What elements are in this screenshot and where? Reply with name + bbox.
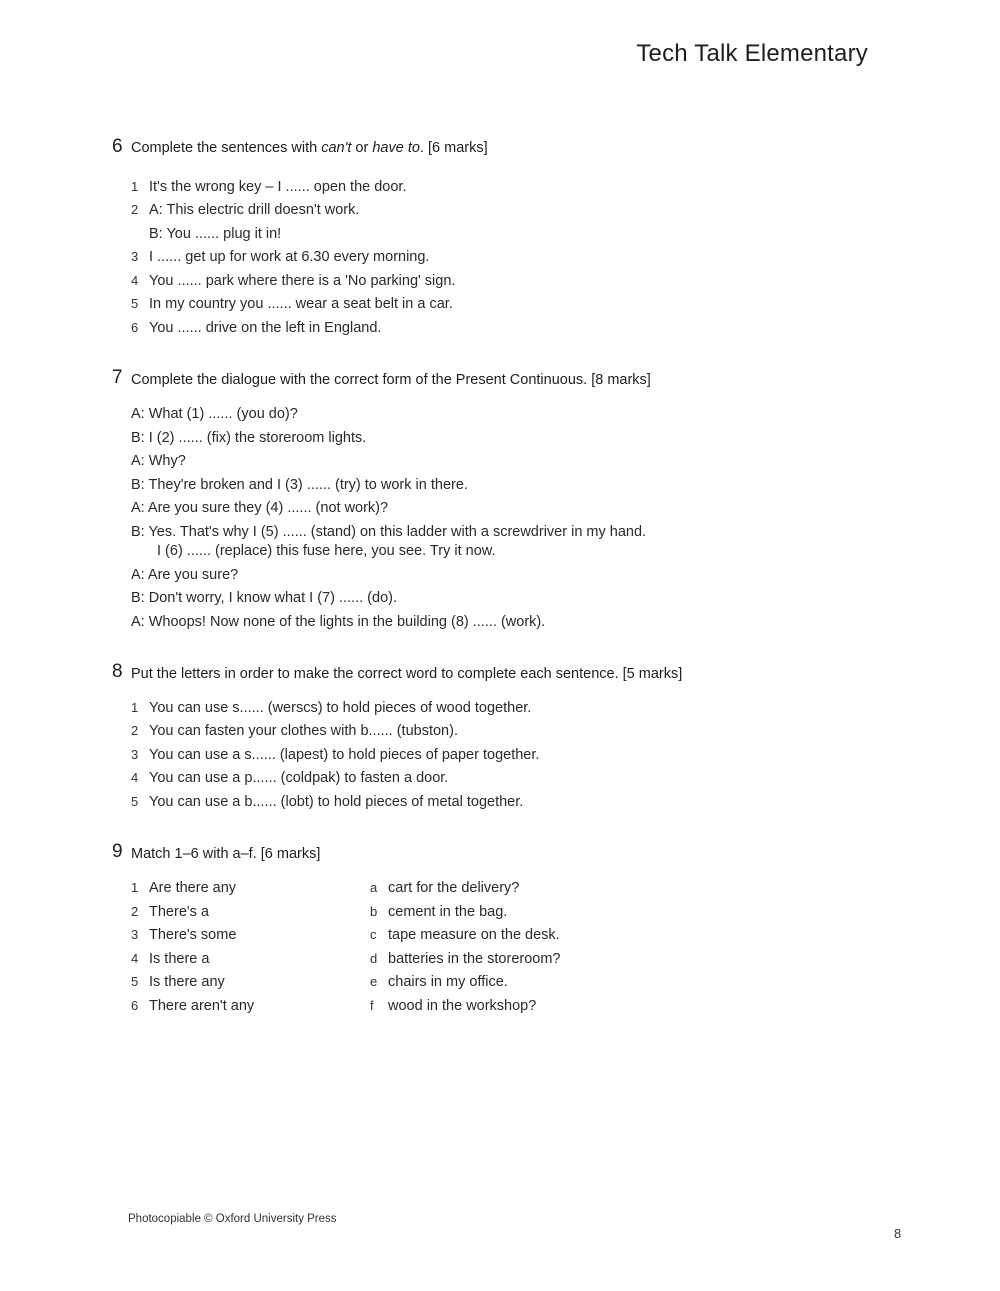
list-item: 1 You can use s...... (werscs) to hold pieces of wood together. <box>131 700 532 716</box>
dialogue-line: A: What (1) ...... (you do)? <box>131 406 298 422</box>
question-7-number: 7 <box>112 367 123 388</box>
dialogue-line: I (6) ...... (replace) this fuse here, you see. Try it now. <box>157 543 496 559</box>
book-title: Tech Talk Elementary <box>636 40 868 67</box>
match-right-item: c tape measure on the desk. <box>370 927 560 943</box>
match-right-item: a cart for the delivery? <box>370 880 520 896</box>
match-left-item: 1 Are there any <box>131 880 237 896</box>
page-number: 8 <box>894 1226 902 1241</box>
question-7-instruction: Complete the dialogue with the correct form of the Present Continuous. [8 marks] <box>131 372 651 388</box>
dialogue-line: B: I (2) ...... (fix) the storeroom lights. <box>131 430 367 446</box>
list-item: 6 You ...... drive on the left in England. <box>131 320 382 336</box>
match-left-item: 4 Is there a <box>131 951 210 967</box>
dialogue-line: A: Are you sure? <box>131 567 239 583</box>
list-item: 5 You can use a b...... (lobt) to hold pieces of metal together. <box>131 794 524 810</box>
dialogue-line: A: Why? <box>131 453 186 469</box>
match-right-item: b cement in the bag. <box>370 904 508 920</box>
question-6-instruction: Complete the sentences with can't or have to. [6 marks] <box>131 140 488 156</box>
question-6-number: 6 <box>112 136 123 157</box>
question-8-instruction: Put the letters in order to make the correct word to complete each sentence. [5 marks] <box>131 666 683 682</box>
match-left-item: 3 There's some <box>131 927 237 943</box>
match-right-item: d batteries in the storeroom? <box>370 951 561 967</box>
list-item: 2 A: This electric drill doesn't work. <box>131 202 360 218</box>
match-right-item: e chairs in my office. <box>370 974 508 990</box>
list-item: 4 You ...... park where there is a 'No parking' sign. <box>131 273 456 289</box>
match-left-item: 2 There's a <box>131 904 209 920</box>
match-left-item: 5 Is there any <box>131 974 225 990</box>
copyright-footer: Photocopiable © Oxford University Press <box>128 1213 337 1225</box>
list-item: 3 I ...... get up for work at 6.30 every morning. <box>131 249 430 265</box>
list-item: 2 You can fasten your clothes with b...... (tubston). <box>131 723 458 739</box>
list-item: 4 You can use a p...... (coldpak) to fasten a door. <box>131 770 449 786</box>
question-8-number: 8 <box>112 661 123 682</box>
list-item: B: You ...... plug it in! <box>149 226 282 242</box>
match-right-item: f wood in the workshop? <box>370 998 537 1014</box>
list-item: 5 In my country you ...... wear a seat belt in a car. <box>131 296 453 312</box>
question-9-number: 9 <box>112 841 123 862</box>
dialogue-line: A: Are you sure they (4) ...... (not work)? <box>131 500 389 516</box>
dialogue-line: B: Yes. That's why I (5) ...... (stand) on this ladder with a screwdriver in my hand. <box>131 524 647 540</box>
question-9-instruction: Match 1–6 with a–f. [6 marks] <box>131 846 321 862</box>
list-item: 3 You can use a s...... (lapest) to hold pieces of paper together. <box>131 747 540 763</box>
match-left-item: 6 There aren't any <box>131 998 255 1014</box>
dialogue-line: B: They're broken and I (3) ...... (try) to work in there. <box>131 477 468 493</box>
list-item: 1 It's the wrong key – I ...... open the door. <box>131 179 407 195</box>
dialogue-line: B: Don't worry, I know what I (7) ...... (do). <box>131 590 397 606</box>
dialogue-line: A: Whoops! Now none of the lights in the building (8) ...... (work). <box>131 614 546 630</box>
